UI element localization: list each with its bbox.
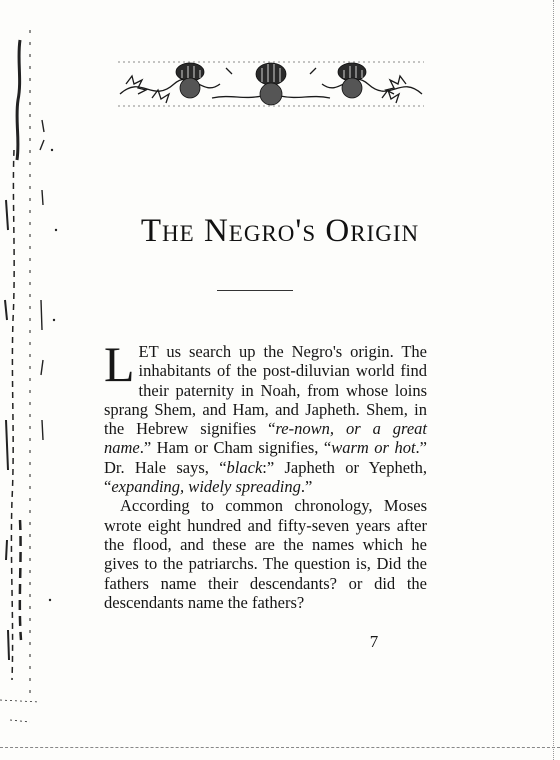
title-rule [217, 290, 293, 291]
scanned-binding-edge [0, 0, 70, 760]
paragraph-2: According to common chronology, Moses wrote eight hundred and fifty-seven years after the flood, and these are the names which he gives to the patriarchs. The question is, Did the fathers name their descendants? or did the descendants name the fathers? [104, 496, 427, 612]
p1-italic-2: warm or hot [331, 438, 416, 458]
scan-bottom-edge [0, 747, 560, 748]
p1-text-1: ET us search up the Negro's origin. The inhabitants of the post-diluvian world find their paternity in Noah, from whose loins sprang Shem, and Ham, and Japheth. Shem, in the Hebrew signifies “ [104, 342, 427, 439]
body-text [104, 336, 427, 612]
drop-cap: L [104, 336, 135, 392]
p1-italic-4: expanding, widely spreading [111, 477, 301, 497]
p1-italic-3: black [226, 457, 263, 477]
p1-text-2: .” Ham or Cham signifies, “ [139, 438, 332, 458]
thistle-headpiece-icon [112, 54, 430, 114]
p1-text-3: .” Dr. Hale says, “ [104, 438, 427, 477]
p1-italic-1: re-nown, or a great name [104, 419, 427, 458]
paragraph-1 [104, 336, 427, 497]
scan-right-edge [553, 0, 554, 760]
p1-text-4: :” Japheth or Yepheth, “ [104, 457, 427, 497]
p1-text-5: .” [300, 477, 313, 497]
chapter-title: The Negro's Origin [140, 213, 420, 249]
page-number: 7 [369, 632, 379, 651]
